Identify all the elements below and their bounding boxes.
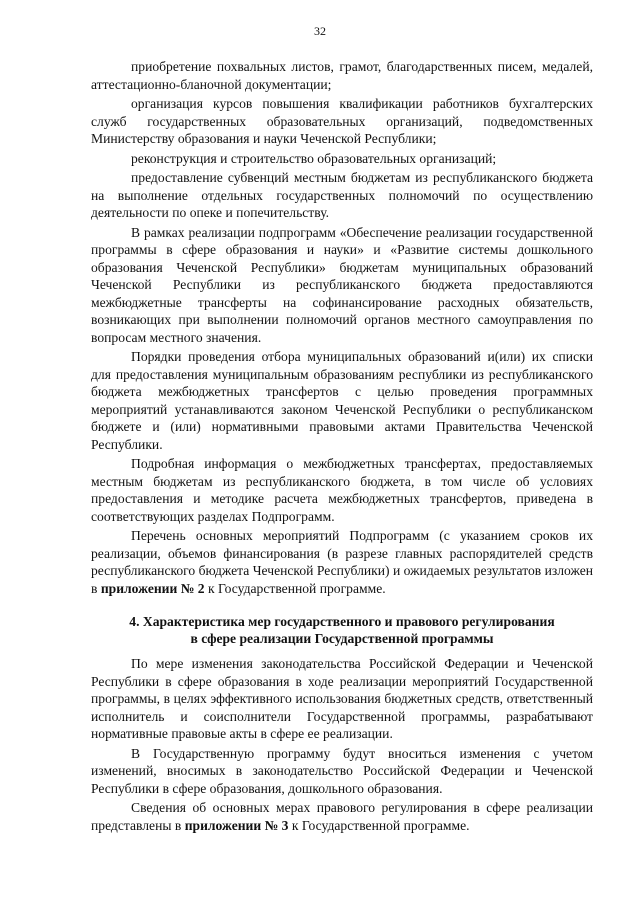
paragraph-transfers-info: Подробная информация о межбюджетных трансфертах, предоставляемых местным бюджетам из республиканского бюджета, в том числе об условиях предоставления и методике расчета межбюджетных трансфертов, приведена в соответствующих разделах Подпрограмм. (91, 456, 593, 524)
section-heading-line-2: в сфере реализации Государственной программы (190, 631, 494, 646)
text-segment: Перечень основных мероприятий Подпрограмм (с указанием сроков их реализации, объемов финансирования (в разрезе главных распорядителей средств республиканского бюджета Чеченской Республики) и ожидаемых результатов изложен в (91, 528, 593, 596)
paragraph-subventions: предоставление субвенций местным бюджетам из республиканского бюджета на выполнение отдельных государственных полномочий по осуществлению деятельности по опеке и попечительству. (91, 170, 593, 220)
paragraph-changes: В Государственную программу будут вноситься изменения с учетом изменений, вносимых в законодательство Российской Федерации и Чеченской Республики в сфере образования, дошкольного образования. (91, 745, 593, 796)
paragraph-awards: приобретение похвальных листов, грамот, благодарственных писем, медалей, аттестационно-бланочной документации; (91, 59, 593, 92)
paragraph-reconstruction: реконструкция и строительство образовательных организаций; (131, 150, 497, 166)
text-segment: Сведения об основных мерах правового регулирования в сфере реализации представлены в (91, 800, 593, 833)
paragraph-courses: организация курсов повышения квалификации работников бухгалтерских служб государственных образовательных организаций, подведомственных Министерству образования и науки Чеченской Республики; (91, 96, 593, 146)
page-number: 32 (314, 24, 326, 38)
paragraph-subprograms: В рамках реализации подпрограмм «Обеспечение реализации государственной программы в сфере образования и науки» и «Развитие системы дошкольного образования Чеченской Республики» бюджетам муниципальных образований Чеченской Республики из республиканского бюджета предоставляются межбюджетные трансферты на софинансирование расходных обязательств, возникающих при выполнении полномочий органов местного самоуправления по вопросам местного значения. (91, 224, 593, 345)
paragraph-selection-procedure: Порядки проведения отбора муниципальных образований и(или) их списки для предоставления муниципальным образованиям республики из республиканского бюджета межбюджетных трансфертов с целью проведения программных мероприятий устанавливаются законом Чеченской Республики о республиканском бюджете и (или) нормативными правовыми актами Правительства Чеченской Республики. (91, 349, 593, 452)
text-segment: к Государственной программе. (204, 580, 386, 596)
document-body (91, 58, 593, 836)
paragraph-activities-list (91, 527, 593, 597)
spacer (91, 599, 593, 607)
appendix-3-reference: приложении № 3 (184, 817, 289, 833)
paragraph-legislation: По мере изменения законодательства Российской Федерации и Чеченской Республики в сфере образования в ходе реализации мероприятий Государственной программы, в целях эффективного использования бюджетных средств, ответственный исполнитель и соисполнители Государственной программы, разрабатывают нормативные правовые акты в сфере ее реализации. (91, 656, 593, 741)
appendix-2-reference: приложении № 2 (100, 580, 205, 596)
text-segment: к Государственной программе. (288, 817, 470, 833)
paragraph-regulation-info (91, 799, 593, 834)
section-heading-line-1: 4. Характеристика мер государственного и правового регулирования (129, 614, 555, 629)
section-heading (91, 613, 593, 647)
